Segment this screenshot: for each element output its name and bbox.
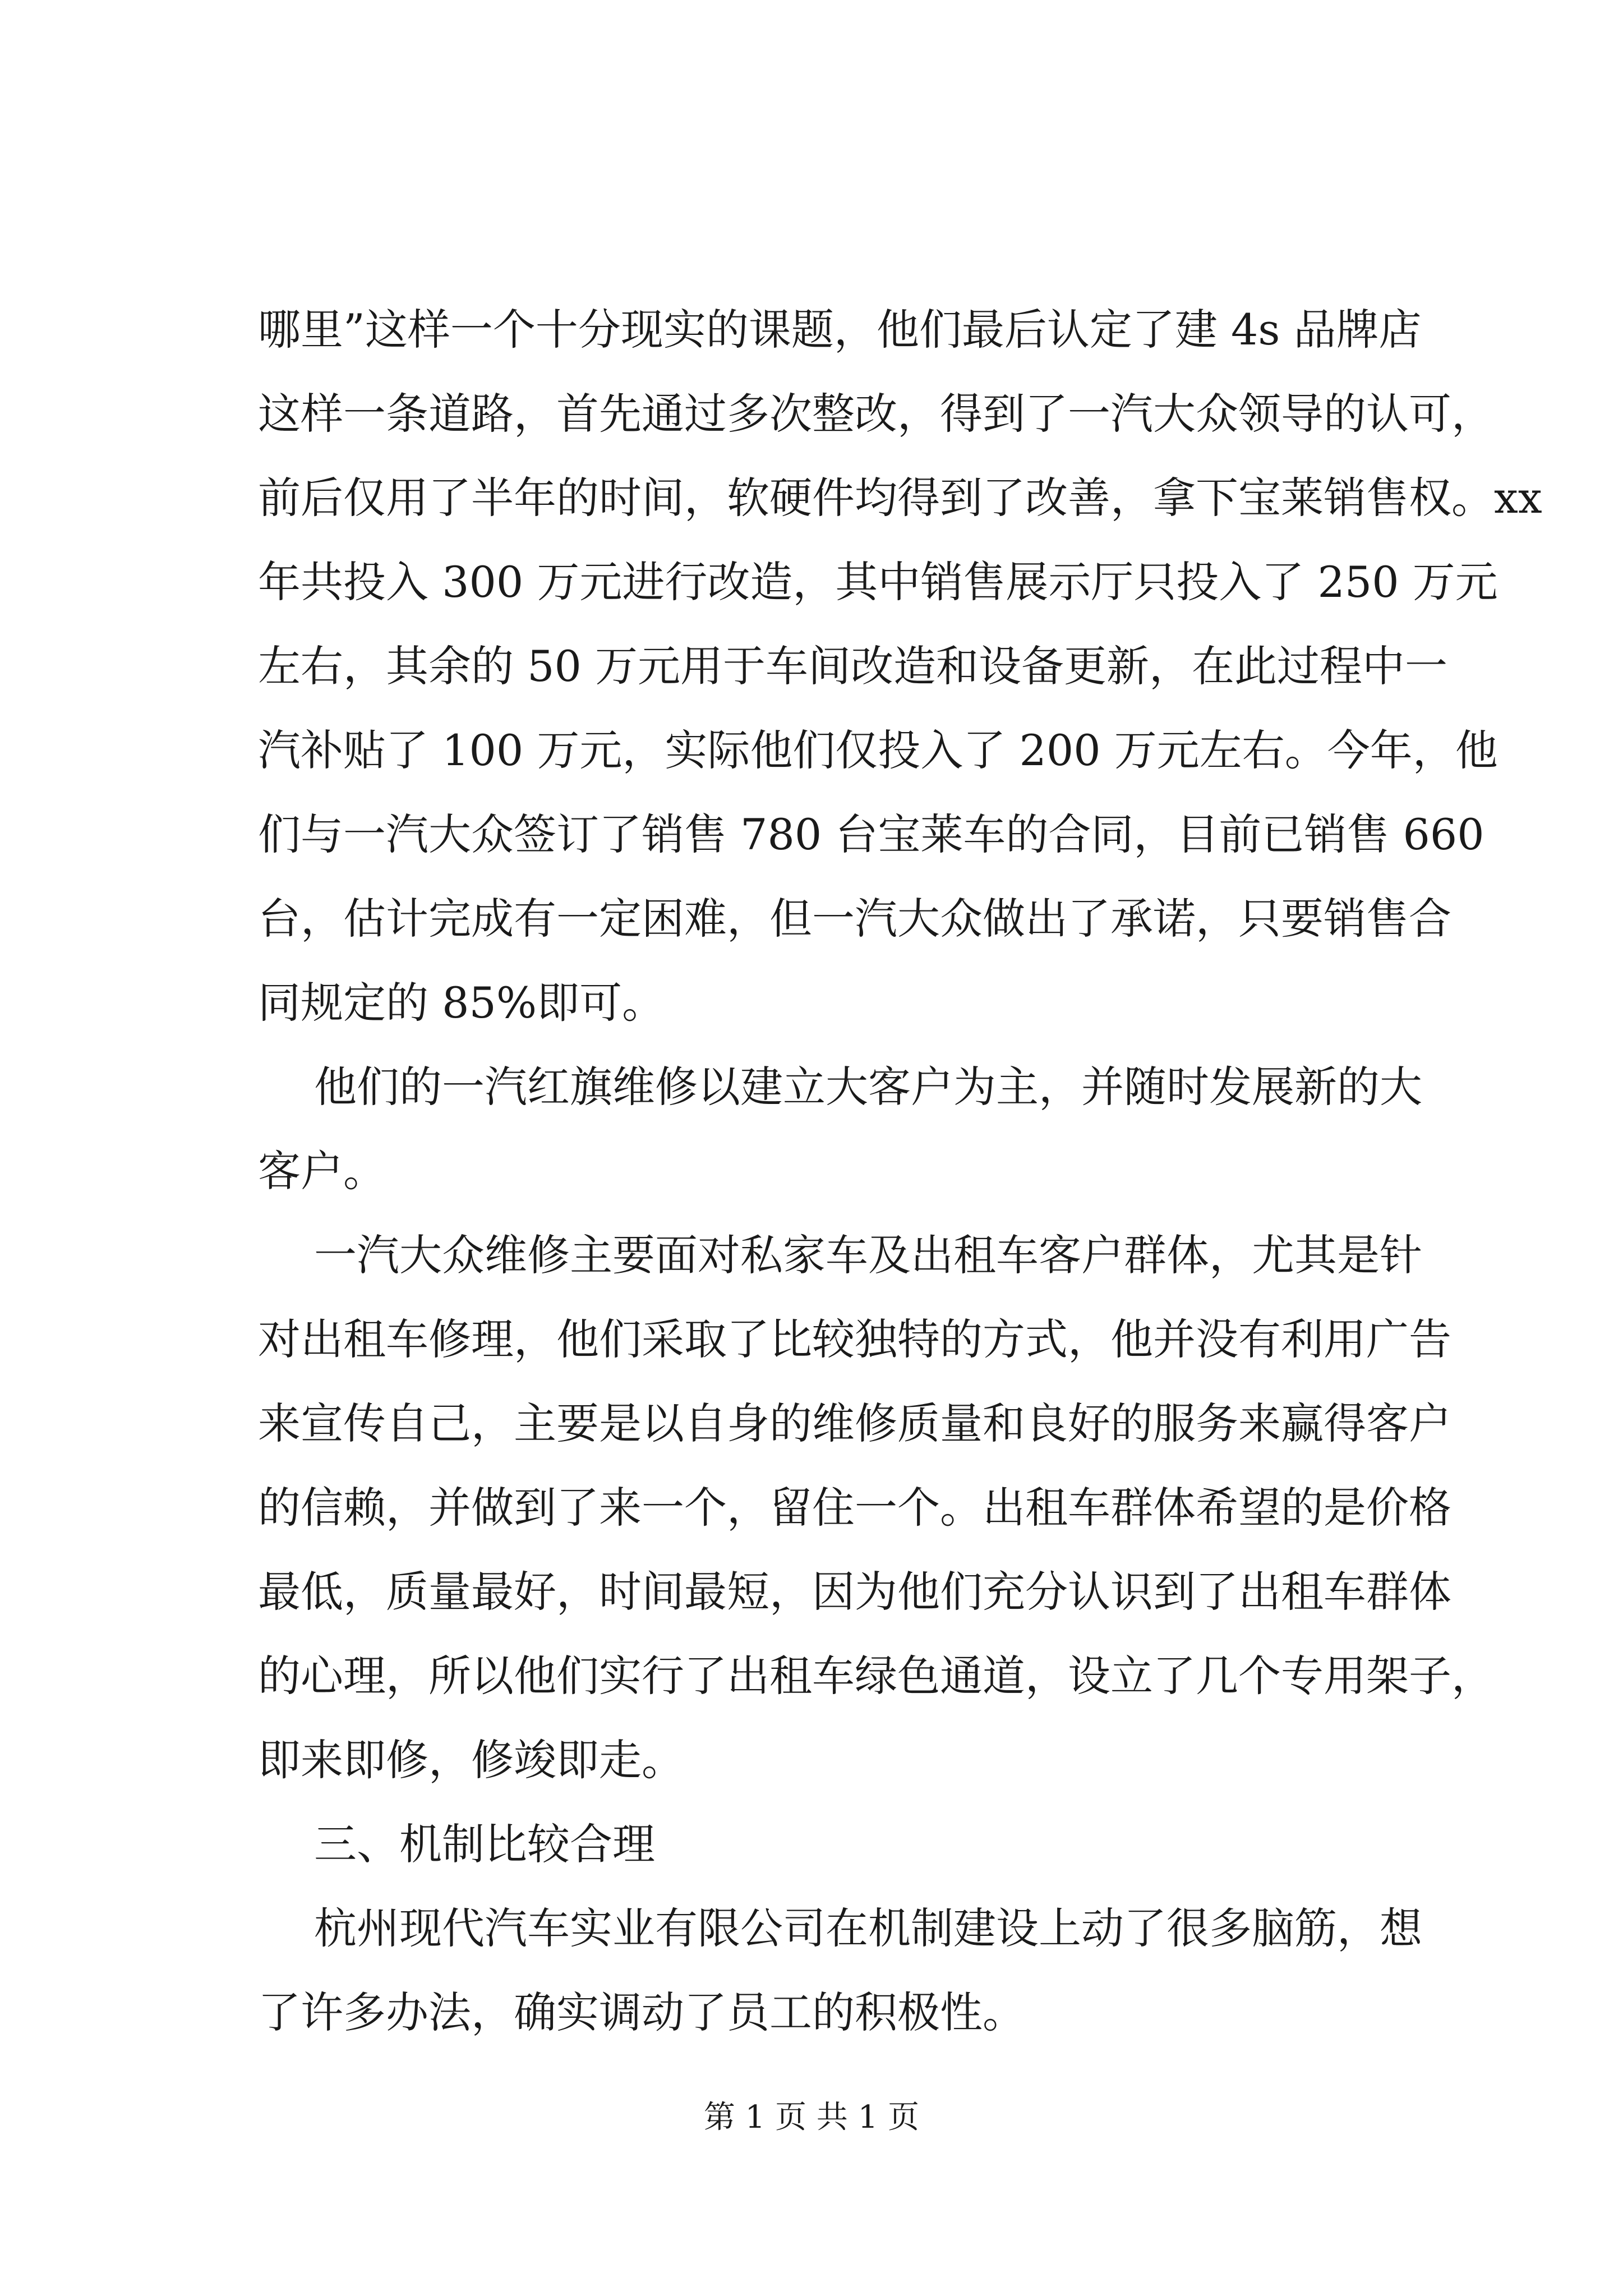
text-line: 台，估计完成有一定困难，但一汽大众做出了承诺，只要销售合 (258, 894, 1451, 944)
text-line: 的心理，所以他们实行了出租车绿色通道，设立了几个专用架子， (258, 1651, 1494, 1701)
text-line: 前后仅用了半年的时间，软硬件均得到了改善，拿下宝莱销售权。xx (258, 473, 1542, 523)
text-line: 来宣传自己，主要是以自身的维修质量和良好的服务来赢得客户 (258, 1398, 1451, 1448)
paragraph-first-line: 杭州现代汽车实业有限公司在机制建设上动了很多脑筋，想 (314, 1903, 1422, 1953)
text-line: 这样一条道路，首先通过多次整改，得到了一汽大众领导的认可， (258, 389, 1494, 439)
paragraph-first-line: 他们的一汽红旗维修以建立大客户为主，并随时发展新的大 (314, 1062, 1422, 1112)
text-line: 客户。 (258, 1146, 386, 1196)
text-line: 们与一汽大众签订了销售 780 台宝莱车的合同，目前已销售 660 (258, 809, 1484, 859)
text-line: 汽补贴了 100 万元，实际他们仅投入了 200 万元左右。今年，他 (258, 725, 1498, 775)
section-heading: 三、机制比较合理 (314, 1819, 655, 1869)
text-line: 了许多办法，确实调动了员工的积极性。 (258, 1987, 1025, 2037)
text-line: 哪里”这样一个十分现实的课题，他们最后认定了建 4s 品牌店 (258, 305, 1422, 355)
text-line: 的信赖，并做到了来一个，留住一个。出租车群体希望的是价格 (258, 1483, 1451, 1533)
text-line: 对出租车修理，他们采取了比较独特的方式，他并没有利用广告 (258, 1314, 1451, 1364)
text-line: 年共投入 300 万元进行改造，其中销售展示厅只投入了 250 万元 (258, 557, 1498, 607)
text-line: 即来即修，修竣即走。 (258, 1735, 684, 1785)
text-line: 最低，质量最好，时间最短，因为他们充分认识到了出租车群体 (258, 1567, 1451, 1617)
paragraph-first-line: 一汽大众维修主要面对私家车及出租车客户群体，尤其是针 (314, 1230, 1422, 1280)
text-line: 左右，其余的 50 万元用于车间改造和设备更新，在此过程中一 (258, 641, 1448, 691)
text-line: 同规定的 85%即可。 (258, 978, 665, 1028)
page-number-footer: 第 1 页 共 1 页 (703, 2099, 920, 2136)
